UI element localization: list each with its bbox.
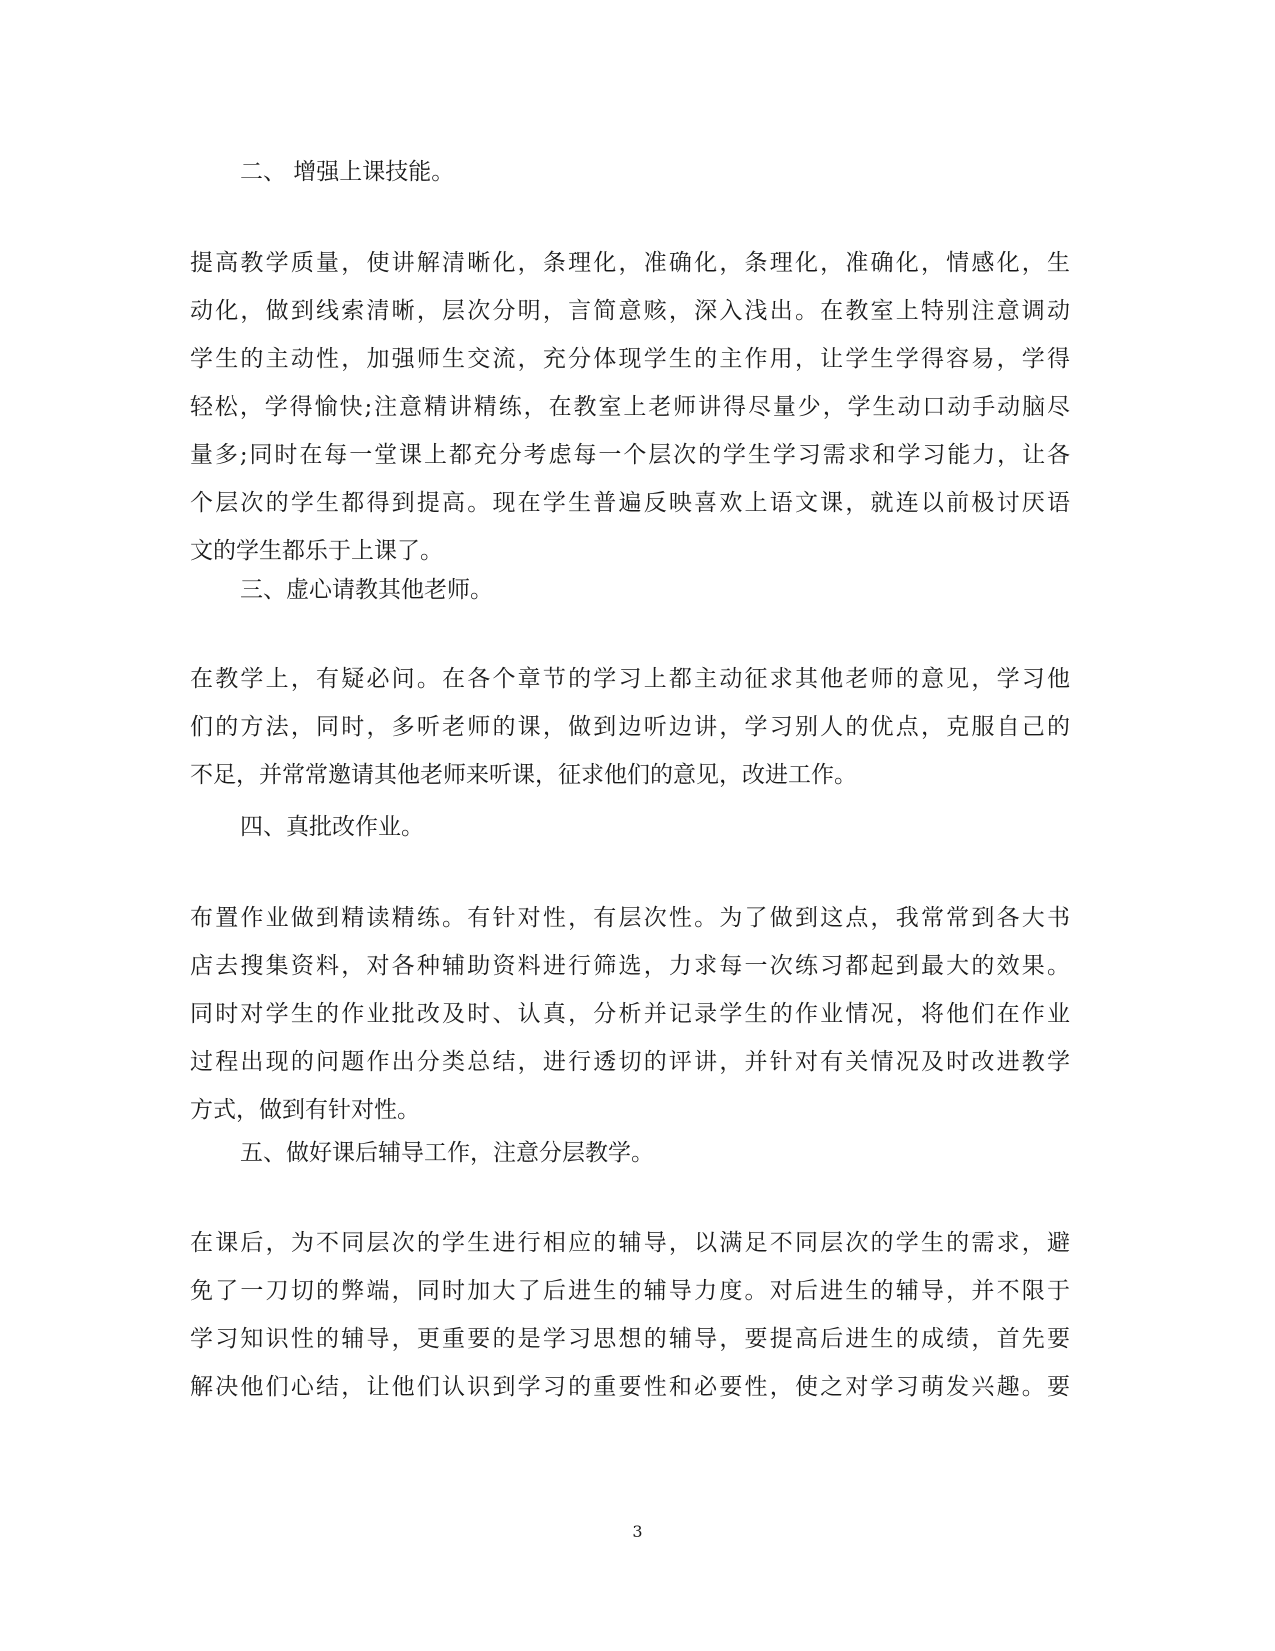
paragraph-line: 布置作业做到精读精练。有针对性，有层次性。为了做到这点，我常常到各大书 bbox=[190, 905, 1070, 931]
paragraph-line: 们的方法，同时，多听老师的课，做到边听边讲，学习别人的优点，克服自己的 bbox=[190, 714, 1070, 740]
paragraph-line: 店去搜集资料，对各种辅助资料进行筛选，力求每一次练习都起到最大的效果。 bbox=[190, 953, 1070, 979]
paragraph-line: 不足，并常常邀请其他老师来听课，征求他们的意见，改进工作。 bbox=[190, 762, 857, 788]
section-heading-3: 三、虚心请教其他老师。 bbox=[240, 577, 493, 603]
paragraph-line: 提高教学质量，使讲解清晰化，条理化，准确化，条理化，准确化，情感化，生 bbox=[190, 250, 1070, 276]
paragraph-line: 免了一刀切的弊端，同时加大了后进生的辅导力度。对后进生的辅导，并不限于 bbox=[190, 1278, 1070, 1304]
paragraph-line: 个层次的学生都得到提高。现在学生普遍反映喜欢上语文课，就连以前极讨厌语 bbox=[190, 490, 1070, 516]
paragraph-line: 过程出现的问题作出分类总结，进行透切的评讲，并针对有关情况及时改进教学 bbox=[190, 1049, 1070, 1075]
paragraph-line: 文的学生都乐于上课了。 bbox=[190, 538, 443, 564]
section-paragraph-3 bbox=[190, 655, 1070, 799]
page-number: 3 bbox=[632, 1522, 643, 1541]
section-paragraph-2 bbox=[190, 239, 1070, 575]
paragraph-line: 动化，做到线索清晰，层次分明，言简意赅，深入浅出。在教室上特别注意调动 bbox=[190, 298, 1070, 324]
paragraph-line: 学生的主动性，加强师生交流，充分体现学生的主作用，让学生学得容易，学得 bbox=[190, 346, 1070, 372]
section-paragraph-5 bbox=[190, 1219, 1070, 1411]
paragraph-line: 方式，做到有针对性。 bbox=[190, 1097, 420, 1123]
section-heading-4: 四、真批改作业。 bbox=[240, 814, 424, 840]
section-heading-5: 五、做好课后辅导工作，注意分层教学。 bbox=[240, 1140, 654, 1166]
paragraph-line: 在教学上，有疑必问。在各个章节的学习上都主动征求其他老师的意见，学习他 bbox=[190, 666, 1070, 692]
section-heading-2: 二、 增强上课技能。 bbox=[240, 159, 455, 185]
paragraph-line: 在课后，为不同层次的学生进行相应的辅导，以满足不同层次的学生的需求，避 bbox=[190, 1230, 1070, 1256]
paragraph-line: 同时对学生的作业批改及时、认真，分析并记录学生的作业情况，将他们在作业 bbox=[190, 1001, 1070, 1027]
paragraph-line: 轻松，学得愉快;注意精讲精练，在教室上老师讲得尽量少，学生动口动手动脑尽 bbox=[190, 394, 1070, 420]
paragraph-line: 解决他们心结，让他们认识到学习的重要性和必要性，使之对学习萌发兴趣。要 bbox=[190, 1374, 1070, 1400]
paragraph-line: 学习知识性的辅导，更重要的是学习思想的辅导，要提高后进生的成绩，首先要 bbox=[190, 1326, 1070, 1352]
paragraph-line: 量多;同时在每一堂课上都充分考虑每一个层次的学生学习需求和学习能力，让各 bbox=[190, 442, 1070, 468]
section-paragraph-4 bbox=[190, 894, 1070, 1134]
